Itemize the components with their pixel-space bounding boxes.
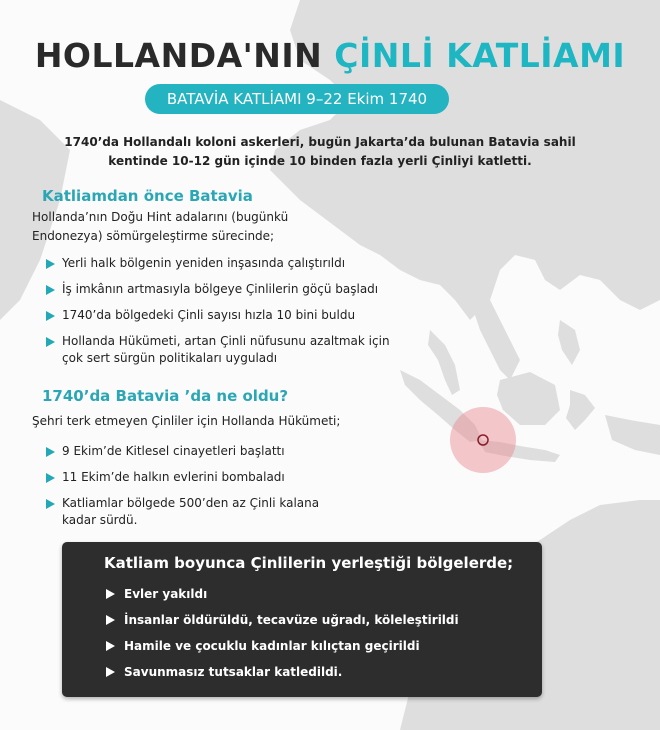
section-heading-before: Katliamdan önce Batavia [42, 187, 253, 205]
bullet-text: 11 Ekim’de halkın evlerini bombaladı [62, 470, 285, 484]
summary-item-text: Evler yakıldı [124, 587, 208, 601]
bullet-item [46, 333, 390, 367]
bullet-item [46, 307, 390, 324]
bullet-item [46, 495, 319, 529]
title-main: HOLLANDA'NIN [34, 36, 335, 75]
summary-box-title: Katliam boyunca Çinlilerin yerleştiği bölgelerde; [104, 554, 514, 572]
bullet-text: kadar sürdü. [62, 513, 138, 527]
bullet-triangle-icon [46, 311, 55, 321]
subtitle-pill: BATAVİA KATLİAMI 9–22 Ekim 1740 [145, 84, 449, 114]
bullet-triangle-icon [46, 337, 55, 347]
bullet-triangle-icon [46, 259, 55, 269]
sulawesi-shape [566, 390, 595, 430]
bullet-text: Yerli halk bölgenin yeniden inşasında çalıştırıldı [62, 256, 346, 270]
atrocities-summary-box [62, 542, 542, 697]
section-intro-line: Hollanda’nın Doğu Hint adalarını (bugünkü [32, 210, 289, 224]
bullet-triangle-icon [46, 285, 55, 295]
bullet-triangle-icon [46, 499, 55, 509]
intro-line: kentinde 10-12 gün içinde 10 binden fazla yerli Çinliyi katletti. [108, 154, 532, 168]
bullet-text: Hollanda Hükümeti, artan Çinli nüfusunu azaltmak için [62, 334, 390, 348]
intro-line: 1740’da Hollandalı koloni askerleri, bugün Jakarta’da bulunan Batavia sahil [64, 135, 576, 149]
page-title [0, 36, 660, 75]
bullet-triangle-icon [106, 667, 115, 677]
title-accent: ÇİNLİ KATLİAMI [334, 36, 626, 75]
what-happened-bullets [46, 443, 319, 529]
bullet-item [46, 443, 319, 460]
bullet-triangle-icon [106, 641, 115, 651]
batavia-highlight-circle [450, 407, 516, 473]
summary-item [106, 612, 459, 638]
indochina-shape [470, 300, 520, 380]
bullet-text: çok sert sürgün politikaları uyguladı [62, 351, 278, 365]
section-intro-what-happened: Şehri terk etmeyen Çinliler için Hollanda Hükümeti; [32, 414, 341, 428]
summary-item [106, 664, 459, 690]
intro-paragraph [60, 133, 580, 171]
section-intro-line: Endonezya) sömürgeleştirme sürecinde; [32, 229, 275, 243]
bullet-item [46, 469, 319, 486]
summary-item-text: Savunmasız tutsaklar katledildi. [124, 665, 343, 679]
before-bullets [46, 255, 390, 367]
summary-item [106, 586, 459, 612]
philippines-shape [558, 320, 580, 365]
bullet-triangle-icon [106, 615, 115, 625]
bullet-triangle-icon [106, 589, 115, 599]
section-intro-before [32, 208, 288, 246]
summary-item [106, 638, 459, 664]
bullet-item [46, 281, 390, 298]
summary-box-list [106, 586, 459, 690]
bullet-text: 1740’da bölgedeki Çinli sayısı hızla 10 bini buldu [62, 308, 356, 322]
section-heading-what-happened: 1740’da Batavia ’da ne oldu? [42, 387, 289, 405]
bullet-triangle-icon [46, 447, 55, 457]
bullet-triangle-icon [46, 473, 55, 483]
summary-item-text: İnsanlar öldürüldü, tecavüze uğradı, köleleştirildi [124, 613, 459, 627]
bullet-text: Katliamlar bölgede 500’den az Çinli kalana [62, 496, 320, 510]
bullet-text: 9 Ekim’de Kitlesel cinayetleri başlattı [62, 444, 285, 458]
bullet-text: İş imkânın artmasıyla bölgeye Çinlilerin göçü başladı [62, 282, 379, 296]
new-guinea-shape [605, 415, 660, 455]
bullet-item [46, 255, 390, 272]
summary-item-text: Hamile ve çocuklu kadınlar kılıçtan geçirildi [124, 639, 420, 653]
malay-peninsula-shape [428, 330, 460, 395]
